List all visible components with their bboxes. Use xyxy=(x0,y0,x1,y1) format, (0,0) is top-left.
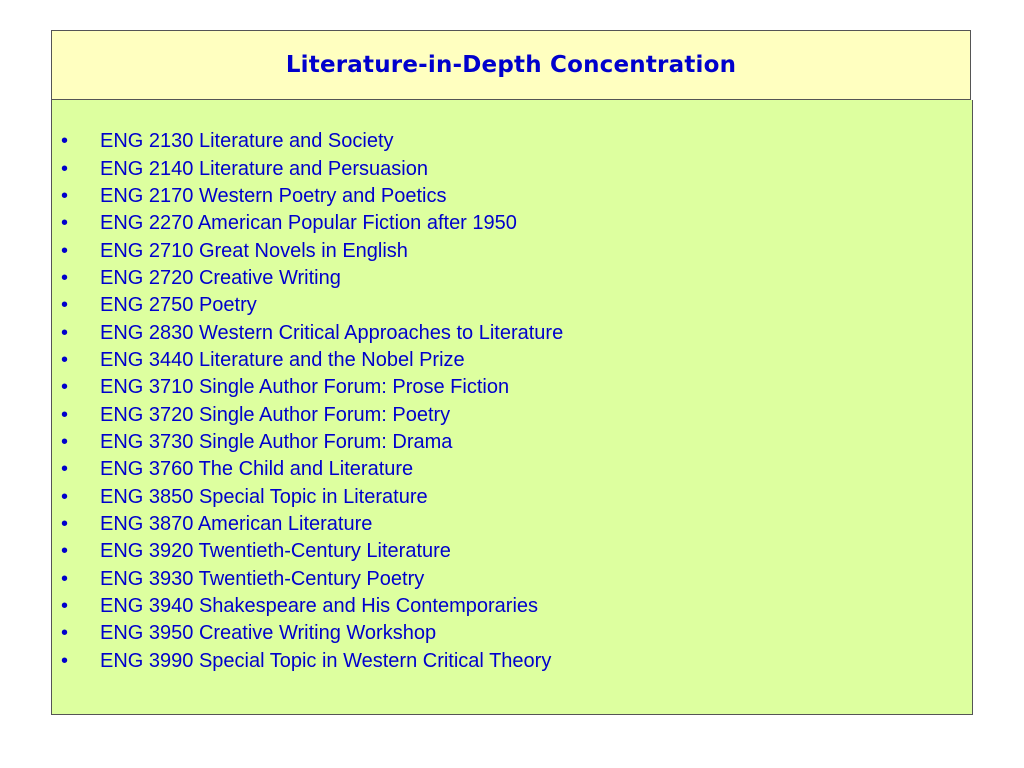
course-item xyxy=(52,456,563,483)
course-item xyxy=(52,347,563,374)
course-label: ENG 3930 Twentieth-Century Poetry xyxy=(100,567,425,590)
bullet-icon: • xyxy=(61,376,69,399)
bullet-icon: • xyxy=(61,130,69,153)
course-label: ENG 3870 American Literature xyxy=(100,512,373,535)
course-label: ENG 2830 Western Critical Approaches to Literature xyxy=(100,321,564,344)
course-label: ENG 2750 Poetry xyxy=(100,294,257,317)
course-label: ENG 2140 Literature and Persuasion xyxy=(100,157,428,180)
course-item xyxy=(52,265,563,292)
bullet-icon: • xyxy=(61,239,69,262)
course-label: ENG 3710 Single Author Forum: Prose Fiction xyxy=(100,376,510,399)
course-item xyxy=(52,374,563,401)
course-label: ENG 2170 Western Poetry and Poetics xyxy=(100,184,447,207)
course-label: ENG 2710 Great Novels in English xyxy=(100,239,408,262)
bullet-icon: • xyxy=(61,485,69,508)
course-item xyxy=(52,237,563,264)
bullet-icon: • xyxy=(61,184,69,207)
bullet-icon: • xyxy=(61,157,69,180)
course-label: ENG 3440 Literature and the Nobel Prize xyxy=(100,348,465,371)
course-label: ENG 2720 Creative Writing xyxy=(100,266,341,289)
bullet-icon: • xyxy=(61,266,69,289)
course-item xyxy=(52,429,563,456)
course-label: ENG 3760 The Child and Literature xyxy=(100,458,414,481)
course-item xyxy=(52,648,563,675)
bullet-icon: • xyxy=(61,595,69,618)
bullet-icon: • xyxy=(61,622,69,645)
course-label: ENG 3850 Special Topic in Literature xyxy=(100,485,428,508)
course-label: ENG 3950 Creative Writing Workshop xyxy=(100,622,437,645)
bullet-icon: • xyxy=(61,458,69,481)
course-item xyxy=(52,292,563,319)
course-item xyxy=(52,401,563,428)
course-item xyxy=(52,128,563,155)
course-item xyxy=(52,511,563,538)
course-item xyxy=(52,620,563,647)
bullet-icon: • xyxy=(61,512,69,535)
course-label: ENG 3920 Twentieth-Century Literature xyxy=(100,540,451,563)
title-box xyxy=(51,30,971,100)
bullet-icon: • xyxy=(61,348,69,371)
slide-title: Literature-in-Depth Concentration xyxy=(285,52,737,78)
course-item xyxy=(52,210,563,237)
course-label: ENG 3990 Special Topic in Western Critical Theory xyxy=(100,649,552,672)
bullet-icon: • xyxy=(61,212,69,235)
bullet-icon: • xyxy=(61,294,69,317)
course-label: ENG 2270 American Popular Fiction after 1950 xyxy=(100,212,517,235)
bullet-icon: • xyxy=(61,567,69,590)
course-item xyxy=(52,155,563,182)
course-item xyxy=(52,319,563,346)
bullet-icon: • xyxy=(61,540,69,563)
course-list xyxy=(52,128,563,675)
course-item xyxy=(52,593,563,620)
bullet-icon: • xyxy=(61,649,69,672)
bullet-icon: • xyxy=(61,403,69,426)
course-item xyxy=(52,538,563,565)
course-item xyxy=(52,183,563,210)
course-item xyxy=(52,483,563,510)
course-label: ENG 2130 Literature and Society xyxy=(100,130,394,153)
course-item xyxy=(52,566,563,593)
course-label: ENG 3720 Single Author Forum: Poetry xyxy=(100,403,451,426)
content-box xyxy=(51,100,973,715)
course-label: ENG 3940 Shakespeare and His Contemporaries xyxy=(100,595,539,618)
course-label: ENG 3730 Single Author Forum: Drama xyxy=(100,430,453,453)
bullet-icon: • xyxy=(61,430,69,453)
bullet-icon: • xyxy=(61,321,69,344)
